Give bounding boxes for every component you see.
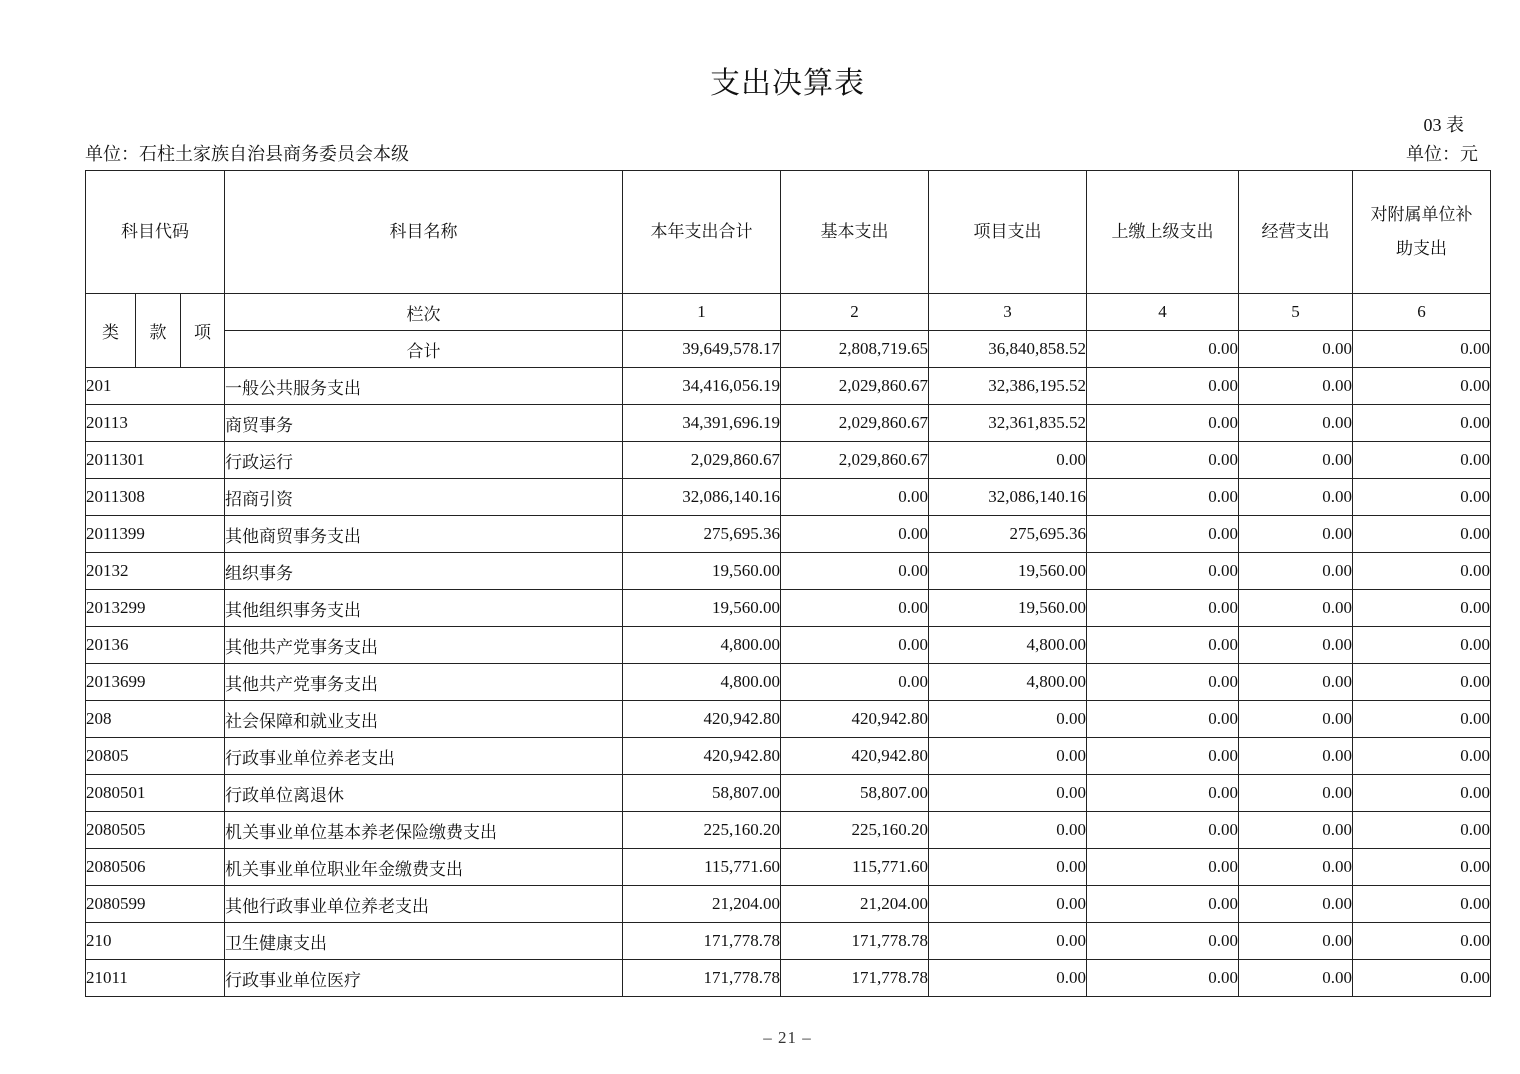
operating-expense-cell: 0.00 [1239,886,1353,923]
upper-remit-cell: 0.00 [1087,775,1239,812]
header-row [86,171,1491,294]
sub-header-section: 款 [136,294,181,368]
unit-name-label: 单位：石柱土家族自治县商务委员会本级 [85,144,409,164]
subject-name-cell: 卫生健康支出 [225,923,623,960]
subject-code-cell: 20113 [86,405,225,442]
table-row [86,775,1491,812]
project-expense-cell: 0.00 [929,849,1087,886]
sub-header-class: 类 [86,294,136,368]
basic-expense-cell: 420,942.80 [781,738,929,775]
project-expense-cell: 32,386,195.52 [929,368,1087,405]
subject-name-cell: 其他商贸事务支出 [225,516,623,553]
col-header-basic: 基本支出 [781,171,929,294]
project-expense-cell: 0.00 [929,923,1087,960]
project-expense-cell: 0.00 [929,886,1087,923]
column-index-cell: 4 [1087,294,1239,331]
operating-expense-cell: 0.00 [1239,627,1353,664]
subject-name-cell: 行政事业单位养老支出 [225,738,623,775]
subsidy-expense-cell: 0.00 [1353,405,1491,442]
operating-expense-cell: 0.00 [1239,775,1353,812]
upper-remit-cell: 0.00 [1087,479,1239,516]
project-expense-cell: 19,560.00 [929,590,1087,627]
subject-name-cell: 行政运行 [225,442,623,479]
operating-expense-cell: 0.00 [1239,368,1353,405]
sub-header-item: 项 [181,294,225,368]
col-header-subject-code: 科目代码 [86,171,225,294]
table-row [86,960,1491,997]
operating-expense-cell: 0.00 [1239,738,1353,775]
col-header-subsidy: 对附属单位补助支出 [1353,171,1491,294]
total-operating-cell: 0.00 [1239,331,1353,368]
subsidy-expense-cell: 0.00 [1353,368,1491,405]
year-total-cell: 2,029,860.67 [623,442,781,479]
year-total-cell: 115,771.60 [623,849,781,886]
basic-expense-cell: 225,160.20 [781,812,929,849]
year-total-cell: 19,560.00 [623,590,781,627]
upper-remit-cell: 0.00 [1087,886,1239,923]
operating-expense-cell: 0.00 [1239,849,1353,886]
upper-remit-cell: 0.00 [1087,590,1239,627]
table-row [86,368,1491,405]
table-row [86,479,1491,516]
upper-remit-cell: 0.00 [1087,664,1239,701]
subject-code-cell: 20805 [86,738,225,775]
subsidy-expense-cell: 0.00 [1353,664,1491,701]
operating-expense-cell: 0.00 [1239,553,1353,590]
table-row [86,664,1491,701]
project-expense-cell: 0.00 [929,960,1087,997]
subject-name-cell: 其他行政事业单位养老支出 [225,886,623,923]
col-header-upper: 上缴上级支出 [1087,171,1239,294]
subject-code-cell: 21011 [86,960,225,997]
basic-expense-cell: 420,942.80 [781,701,929,738]
basic-expense-cell: 171,778.78 [781,960,929,997]
table-row [86,701,1491,738]
unit-currency-label: 单位：元 [1406,144,1478,164]
operating-expense-cell: 0.00 [1239,812,1353,849]
subject-code-cell: 2080501 [86,775,225,812]
year-total-cell: 34,391,696.19 [623,405,781,442]
project-expense-cell: 32,361,835.52 [929,405,1087,442]
subject-code-cell: 208 [86,701,225,738]
year-total-cell: 171,778.78 [623,960,781,997]
subsidy-expense-cell: 0.00 [1353,775,1491,812]
unit-line [85,140,1490,166]
year-total-cell: 34,416,056.19 [623,368,781,405]
subsidy-expense-cell: 0.00 [1353,442,1491,479]
column-index-row [86,294,1491,331]
upper-remit-cell: 0.00 [1087,442,1239,479]
upper-remit-cell: 0.00 [1087,627,1239,664]
subsidy-expense-cell: 0.00 [1353,886,1491,923]
subject-name-cell: 行政单位离退休 [225,775,623,812]
basic-expense-cell: 2,029,860.67 [781,368,929,405]
year-total-cell: 275,695.36 [623,516,781,553]
upper-remit-cell: 0.00 [1087,849,1239,886]
column-index-cell: 3 [929,294,1087,331]
year-total-cell: 420,942.80 [623,738,781,775]
year-total-cell: 21,204.00 [623,886,781,923]
operating-expense-cell: 0.00 [1239,701,1353,738]
subsidy-expense-cell: 0.00 [1353,479,1491,516]
project-expense-cell: 32,086,140.16 [929,479,1087,516]
total-project-cell: 36,840,858.52 [929,331,1087,368]
basic-expense-cell: 171,778.78 [781,923,929,960]
operating-expense-cell: 0.00 [1239,664,1353,701]
operating-expense-cell: 0.00 [1239,516,1353,553]
project-expense-cell: 275,695.36 [929,516,1087,553]
upper-remit-cell: 0.00 [1087,701,1239,738]
total-upper-cell: 0.00 [1087,331,1239,368]
upper-remit-cell: 0.00 [1087,738,1239,775]
column-index-cell: 1 [623,294,781,331]
subject-code-cell: 201 [86,368,225,405]
subject-code-cell: 2011399 [86,516,225,553]
subsidy-expense-cell: 0.00 [1353,923,1491,960]
subject-name-cell: 一般公共服务支出 [225,368,623,405]
subsidy-expense-cell: 0.00 [1353,627,1491,664]
col-header-subject-name: 科目名称 [225,171,623,294]
subject-code-cell: 2080506 [86,849,225,886]
project-expense-cell: 4,800.00 [929,627,1087,664]
subject-name-cell: 商贸事务 [225,405,623,442]
subsidy-expense-cell: 0.00 [1353,738,1491,775]
table-row [86,812,1491,849]
year-total-cell: 19,560.00 [623,553,781,590]
table-row [86,738,1491,775]
total-subsidy-cell: 0.00 [1353,331,1491,368]
upper-remit-cell: 0.00 [1087,553,1239,590]
project-expense-cell: 4,800.00 [929,664,1087,701]
year-total-cell: 171,778.78 [623,923,781,960]
year-total-cell: 4,800.00 [623,627,781,664]
project-expense-cell: 0.00 [929,442,1087,479]
column-index-cell: 5 [1239,294,1353,331]
table-row [86,923,1491,960]
basic-expense-cell: 0.00 [781,553,929,590]
subject-name-cell: 其他组织事务支出 [225,590,623,627]
subject-code-cell: 20136 [86,627,225,664]
subsidy-expense-cell: 0.00 [1353,849,1491,886]
expenditure-table [85,170,1491,997]
subject-name-cell: 行政事业单位医疗 [225,960,623,997]
basic-expense-cell: 115,771.60 [781,849,929,886]
basic-expense-cell: 0.00 [781,627,929,664]
subject-code-cell: 210 [86,923,225,960]
subsidy-expense-cell: 0.00 [1353,590,1491,627]
table-row [86,405,1491,442]
col-header-operating: 经营支出 [1239,171,1353,294]
subject-code-cell: 2013299 [86,590,225,627]
subject-name-cell: 机关事业单位基本养老保险缴费支出 [225,812,623,849]
operating-expense-cell: 0.00 [1239,923,1353,960]
subject-code-cell: 2013699 [86,664,225,701]
basic-expense-cell: 21,204.00 [781,886,929,923]
operating-expense-cell: 0.00 [1239,442,1353,479]
year-total-cell: 225,160.20 [623,812,781,849]
upper-remit-cell: 0.00 [1087,516,1239,553]
table-number: 03 表 [1423,115,1464,135]
basic-expense-cell: 0.00 [781,664,929,701]
column-index-cell: 6 [1353,294,1491,331]
subsidy-expense-cell: 0.00 [1353,516,1491,553]
table-body [86,368,1491,997]
total-basic-cell: 2,808,719.65 [781,331,929,368]
page-title: 支出决算表 [710,67,865,100]
basic-expense-cell: 58,807.00 [781,775,929,812]
subject-name-cell: 其他共产党事务支出 [225,627,623,664]
col-header-total: 本年支出合计 [623,171,781,294]
basic-expense-cell: 0.00 [781,479,929,516]
table-row [86,590,1491,627]
basic-expense-cell: 2,029,860.67 [781,442,929,479]
subject-name-cell: 招商引资 [225,479,623,516]
upper-remit-cell: 0.00 [1087,923,1239,960]
year-total-cell: 58,807.00 [623,775,781,812]
project-expense-cell: 0.00 [929,775,1087,812]
subject-name-cell: 其他共产党事务支出 [225,664,623,701]
subject-name-cell: 社会保障和就业支出 [225,701,623,738]
subject-code-cell: 2011301 [86,442,225,479]
upper-remit-cell: 0.00 [1087,812,1239,849]
subject-name-cell: 机关事业单位职业年金缴费支出 [225,849,623,886]
subject-code-cell: 2080505 [86,812,225,849]
project-expense-cell: 0.00 [929,812,1087,849]
total-label-cell: 合计 [225,331,623,368]
upper-remit-cell: 0.00 [1087,405,1239,442]
subsidy-expense-cell: 0.00 [1353,960,1491,997]
operating-expense-cell: 0.00 [1239,479,1353,516]
year-total-cell: 420,942.80 [623,701,781,738]
column-index-cell: 2 [781,294,929,331]
upper-remit-cell: 0.00 [1087,960,1239,997]
subject-name-cell: 组织事务 [225,553,623,590]
subsidy-expense-cell: 0.00 [1353,553,1491,590]
subsidy-expense-cell: 0.00 [1353,812,1491,849]
operating-expense-cell: 0.00 [1239,960,1353,997]
project-expense-cell: 0.00 [929,701,1087,738]
table-row [86,553,1491,590]
col-header-project: 项目支出 [929,171,1087,294]
project-expense-cell: 0.00 [929,738,1087,775]
subsidy-expense-cell: 0.00 [1353,701,1491,738]
table-row [86,627,1491,664]
table-row [86,886,1491,923]
subject-code-cell: 2011308 [86,479,225,516]
operating-expense-cell: 0.00 [1239,405,1353,442]
page-number: – 21 – [763,1028,812,1047]
project-expense-cell: 19,560.00 [929,553,1087,590]
table-row [86,442,1491,479]
table-row [86,849,1491,886]
subject-code-cell: 20132 [86,553,225,590]
lanci-label-cell: 栏次 [225,294,623,331]
basic-expense-cell: 2,029,860.67 [781,405,929,442]
upper-remit-cell: 0.00 [1087,368,1239,405]
total-amount-cell: 39,649,578.17 [623,331,781,368]
table-row [86,516,1491,553]
operating-expense-cell: 0.00 [1239,590,1353,627]
year-total-cell: 4,800.00 [623,664,781,701]
basic-expense-cell: 0.00 [781,590,929,627]
subject-code-cell: 2080599 [86,886,225,923]
total-row [86,331,1491,368]
basic-expense-cell: 0.00 [781,516,929,553]
year-total-cell: 32,086,140.16 [623,479,781,516]
